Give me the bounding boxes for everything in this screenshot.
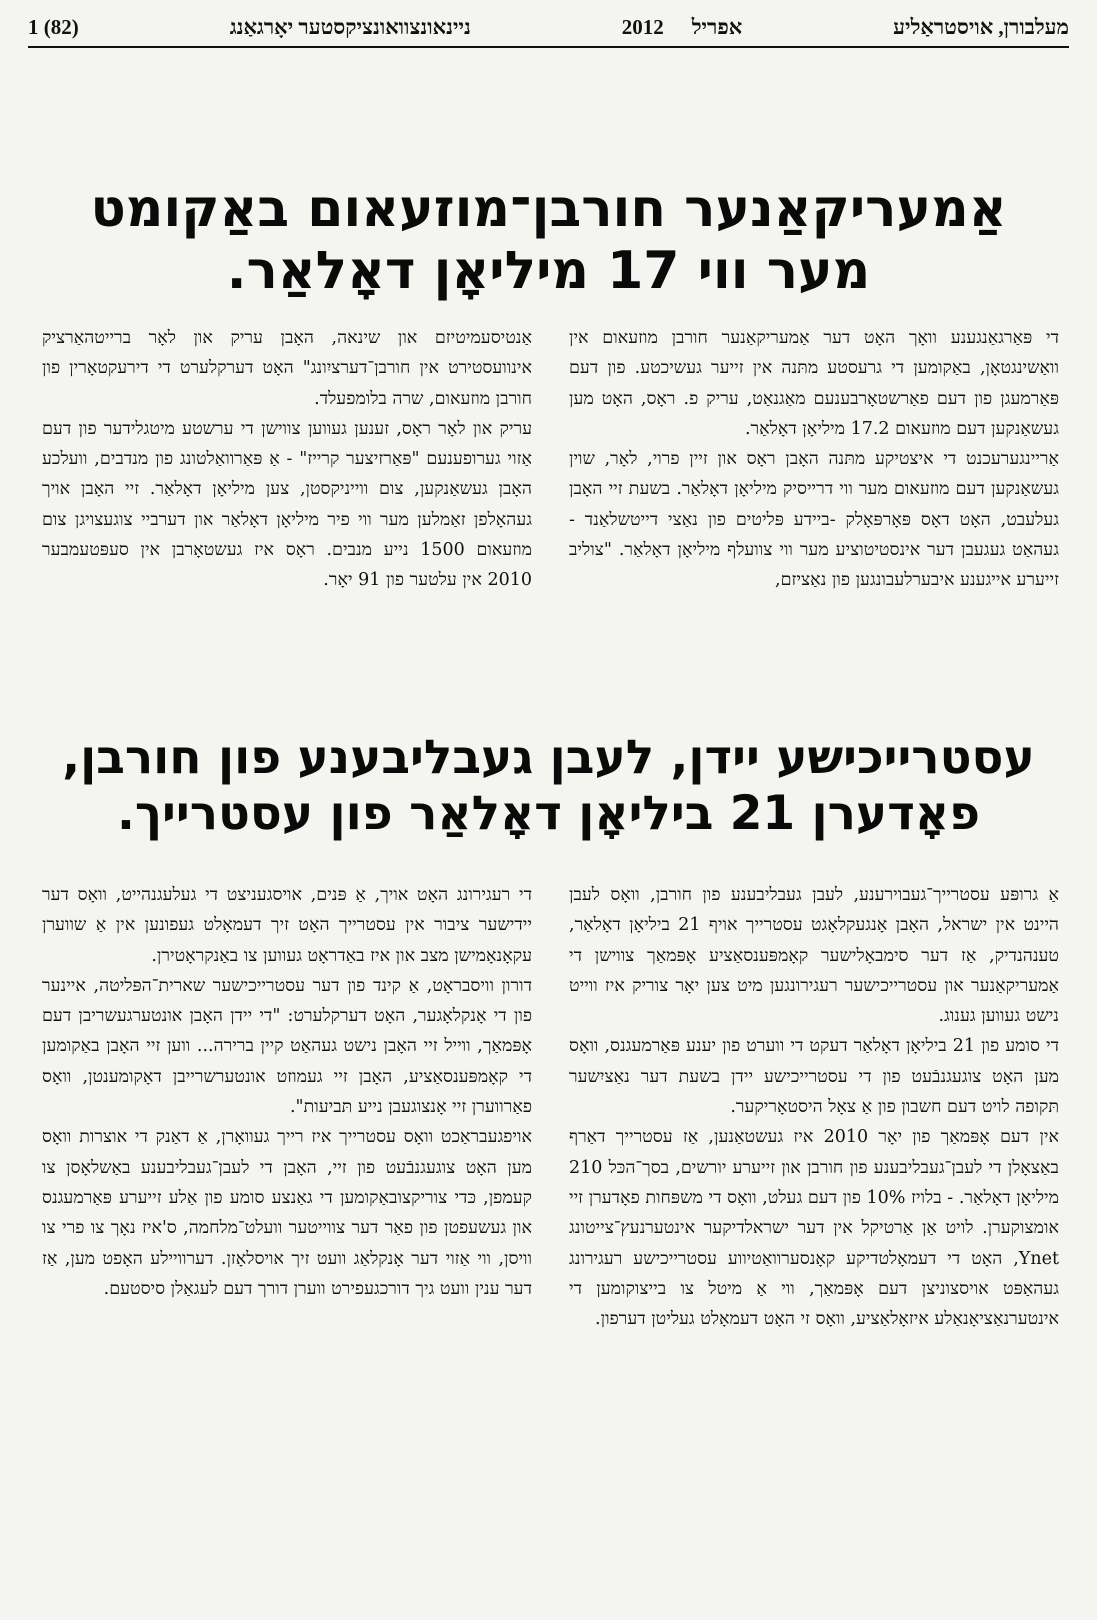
article2-headline: עסטרייכישע יידן, לעבן געבליבענע פון חורבן, פאָדערן 21 ביליאָן דאָלאַר פון עסטרייך. [62,730,1035,842]
header-paper-volume: ניינאונצוואונציקסטער יאָרגאַנג [229,14,471,39]
article1-left-column [42,323,532,596]
header-month: אפריל [691,14,743,39]
article2-paragraph: די סומע פון 21 ביליאָן דאָלאַר דעקט די ווערט פון יענע פּאַרמעגנס, וואָס מען האָט צוגעגנבֿעט פון די עסטרייכישע יידן בשעת דער נאַציִשער תּקופה לויט דעם חשבון פון אַ צאָל היסטאָריקער. [569,1036,1059,1118]
article2-paragraph: אויפגעבראַכט וואָס עסטרייך איז רייך געוואָרן, אַ דאַנק די אוצרות וואָס מען האָט צוגעגנבֿעט פון זיי, האָבן די לעבן־געבליבענע באַשלאָסן צו קעמפן, כּדי צוריקצובאַקומען די גאַנצע סומע פון אַלע זייערע פּאַרמעגנס און געשעפטן פון פאַר דער צווייטער וועלט־מלחמה, ס'איז נאָך צו פרי צו וויסן, ווי אַזוי דער אָנקלאַג וועט זיך אויסלאָזן. דערוויילע האָפט מען, אַז דער ענין וועט גיך דורכגעפירט ווערן דורך דעם לעגאַלן סיסטעם. [42,1127,532,1299]
header-page-number: 1 (82) [28,14,79,39]
header-rule [28,46,1069,48]
header-location: מעלבורן, אויסטראַליע [893,14,1069,39]
running-header [28,10,1069,44]
article2-paragraph: די רעגירונג האָט אויך, אַ פּנים, אויסגעניצט די געלעגנהייט, וואָס דער יידישער ציבור אין עסטרייך האָט זיך דעמאָלט געפונען אין אַ שווערן עקאָנאָמישן מצב און איז באַדראָט געווען צו באַנקראָטירן. [42,885,532,966]
article2-left-column [42,880,532,1304]
article1-paragraph: אַריינגערעכנט די איצטיקע מתּנה האָבן ראָס און זיין פרוי, לאָר, שוין געשאַנקען דעם מוזעאום מער ווי דרייסיק מיליאָן דאָלאַר. בשעת זיי האָבן געלעבט, האָט דאָס פּאָרפּאָלק -ביידע פּליטים פון נאַצי דייטשלאַנד - געהאַט געגעבן דער אינסטיטוציע מער ווי צוועלף מיליאָן דאָלאַר. "צוליב זייערע אייגענע איבערלעבונגען פון נאַציזם, [569,449,1059,591]
article1-paragraph: אַנטיסעמיטיזם און שינאה, האָבן עריק און לאָר ברייטהאַרציק אינוועסטירט אין חורבן־דערציִונג" האָט דערקלערט די דירעקטאָרין פון חורבן מוזעאום, שרה בלומפעלד. [42,328,532,409]
article1-paragraph: עריק און לאָר ראָס, זענען געווען צווישן די ערשטע מיטגלידער פון דעם אַזוי גערופענעם "פּאַרזיצער קרייז" - אַ פּאַרוואַלטונג פון מנדבים, וועלכע האָבן געשאַנקען, צום ווייניקסטן, צען מיליאָן דאָלאַר. זיי האָבן אויך געהאָלפן זאַמלען מער ווי פיר מיליאָן דאָלאַר און דערביי צוגעצויגן צום מוזעאום 1500 נייע מנבים. ראָס איז געשטאָרבן אין סעפּטעמבער 2010 אין עלטער פון 91 יאָר. [42,418,532,591]
article2-paragraph: אין דעם אָפּמאַך פון יאָר 2010 איז געשטאַנען, אַז עסטרייך דאַרף באַצאָלן די לעבן־געבליבענע פון חורבן און זייערע יורשים, בסך־הכּל 210 מיליאָן דאָלאַר. - בלויז 10% פון דעם געלט, וואָס די משפּחות פאָדערן זיי אומצוקערן. לויט אַן אַרטיקל אין דער ישראלדיקער אינטערנעץ־צייטונג Ynet, האָט די דעמאָלטדיקע קאָנסערוואַטיווע עסטרייכישע רעגירונג געהאַפּט אויסצוניצן דעם אָפּמאַך, ווי אַ מיטל צו בייצוקומען די אינטערנאַציאָנאַלע איזאָלאַציע, וואָס זי האָט דעמאָלט געליטן דערפון. [569,1127,1059,1330]
article1-headline: אַמעריקאַנער חורבן־מוזעאום באַקומט מער ווי 17 מיליאָן דאָלאַר. [90,179,1007,302]
header-year: 2012 [621,14,664,39]
header-date [622,15,743,40]
article1-right-column [569,323,1059,596]
article2-paragraph: דורון וויסבראָט, אַ קינד פון דער עסטרייכישער שארית־הפּליטה, איינער פון די אָנקלאָגער, האָט דערקלערט: "די יידן האָבן אונטערגעשריבן דעם אָפּמאַך, ווייל זיי האָבן נישט געהאַט קיין ברירה... ווען זיי האָבן באַקומען די קאָמפּענסאַציע, האָבן זיי געמוזט אונטערשרייבן דאָקומענטן, וואָס פאַרווערן זיי אָנצוגעבן נייע תּביעות". [42,975,532,1118]
article2-right-column [569,880,1059,1334]
article2-paragraph: אַ גרופּע עסטרייך־געבוירענע, לעבן געבליבענע פון חורבן, וואָס לעבן היינט אין ישראל, האָבן אָנגעקלאָגט עסטרייך אויף 21 ביליאָן דאָלאַר, טענהנדיק, אַז דער סימבאָלישער קאָמפּענסאַציע אָפּמאַך צווישן די אַמעריקאַנער און עסטרייכישער רעגירונגען מיט צען יאָר צוריק איז ווייט נישט געווען גענוג. [569,885,1059,1027]
article1-paragraph: די פּאַרגאַנגענע וואָך האָט דער אַמעריקאַנער חורבן מוזעאום אין וואַשינגטאָן, באַקומען די גרעסטע מתּנה אין זייער געשיכטע. פון דעם פּאַרמעגן פון דעם פאַרשטאָרבענעם מאַגנאַט, עריק פ. ראָס, האָט מען געשאַנקען דעם מוזעאום 17.2 מיליאָן דאָלאַר. [569,328,1059,439]
